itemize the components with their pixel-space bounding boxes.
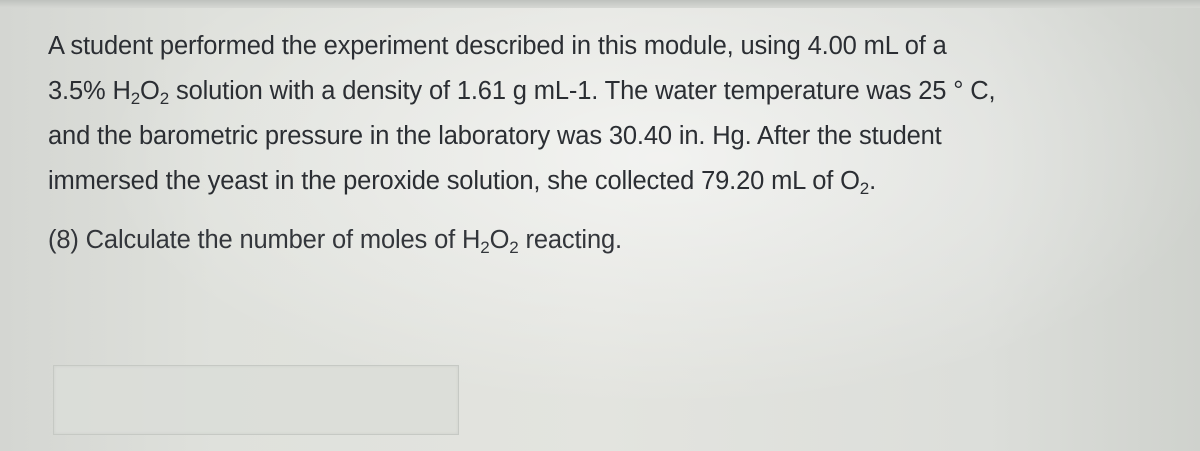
sub-question-mid: O: [489, 226, 510, 254]
window-top-edge: [0, 0, 1200, 8]
question-line-2: [48, 77, 996, 108]
question-text: [48, 24, 1148, 204]
question-line-1: A student performed the experiment described in this module, using 4.00 mL of a: [48, 32, 947, 60]
line-4-suffix: .: [869, 167, 877, 195]
answer-input[interactable]: [53, 365, 459, 435]
line-2-prefix: 3.5% H: [48, 77, 131, 105]
question-line-4: [48, 167, 877, 198]
sub-question-8: [48, 218, 1148, 263]
subscript: 2: [130, 89, 141, 108]
subscript: 2: [509, 238, 519, 257]
subscript: 2: [480, 238, 490, 257]
line-2-mid: O: [140, 77, 160, 105]
line-2-suffix: solution with a density of 1.61 g mL-1. The water temperature was 25 ° C,: [169, 77, 996, 105]
sub-question-prefix: (8) Calculate the number of moles of H: [48, 226, 481, 254]
sub-question-suffix: reacting.: [518, 226, 622, 254]
line-4-prefix: immersed the yeast in the peroxide solution, she collected 79.20 mL of O: [48, 167, 860, 195]
subscript: 2: [859, 179, 870, 198]
question-line-3: and the barometric pressure in the laboratory was 30.40 in. Hg. After the student: [48, 122, 942, 150]
question-card: [48, 24, 1148, 263]
subscript: 2: [159, 89, 170, 108]
